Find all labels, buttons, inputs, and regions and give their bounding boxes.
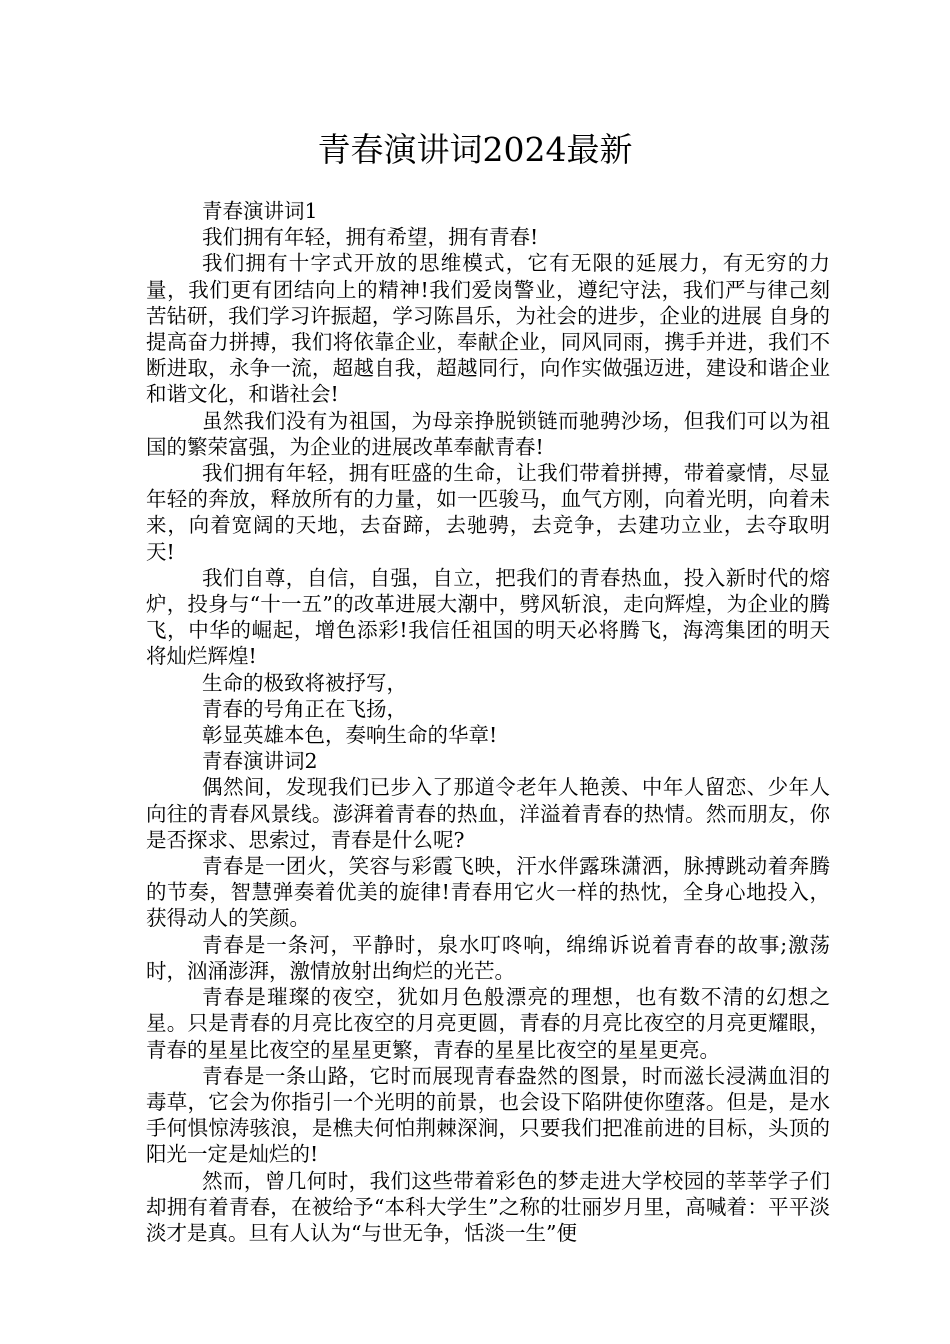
section-heading-2: 青春演讲词2 xyxy=(202,749,318,774)
paragraph: 我们拥有年轻，拥有希望，拥有青春! xyxy=(202,225,539,250)
paragraph: 然而，曾几何时，我们这些带着彩色的梦走进大学校园的莘莘学子们却拥有着青春，在被给予“本科大学生”之称的壮丽岁月里，高喊着：平平淡淡才是真。旦有人认为“与世无争，恬淡一生”便 xyxy=(146,1168,830,1245)
paragraph: 青春是一条河，平静时，泉水叮咚响，绵绵诉说着青春的故事;激荡时，汹涌澎湃，激情放射出绚烂的光芒。 xyxy=(146,932,830,983)
paragraph: 青春是一团火，笑容与彩霞飞映，汗水伴露珠潇洒，脉搏跳动着奔腾的节奏，智慧弹奏着优美的旋律!青春用它火一样的热忱，全身心地投入，获得动人的笑颜。 xyxy=(146,854,830,931)
paragraph: 偶然间，发现我们已步入了那道令老年人艳羡、中年人留恋、少年人向往的青春风景线。澎湃着青春的热血，洋溢着青春的热情。然而朋友，你是否探求、思索过，青春是什么呢? xyxy=(146,775,830,852)
document-body xyxy=(146,198,830,1246)
paragraph: 我们拥有十字式开放的思维模式，它有无限的延展力，有无穷的力量，我们更有团结向上的精神!我们爱岗警业，遵纪守法，我们严与律己刻苦钻研，我们学习许振超，学习陈昌乐，为社会的进步，企业的进展 自身的提高奋力拼搏，我们将依靠企业，奉献企业，同风同雨，携手并进，我们不断进取，永争一流，超越自我，超越同行，向作实做强迈进，建设和谐企业和谐文化，和谐社会! xyxy=(146,251,830,407)
poem-line: 生命的极致将被抒写， xyxy=(202,670,407,695)
poem-line: 青春的号角正在飞扬， xyxy=(202,696,407,721)
poem-line: 彰显英雄本色，奏响生命的华章! xyxy=(202,723,498,748)
paragraph: 我们自尊，自信，自强，自立，把我们的青春热血，投入新时代的熔炉，投身与“十一五”的改革进展大潮中，劈风斩浪，走向辉煌，为企业的腾飞，中华的崛起，增色添彩!我信任祖国的明天必将腾飞，海湾集团的明天将灿烂辉煌! xyxy=(146,565,830,669)
section-heading-1: 青春演讲词1 xyxy=(202,199,318,223)
paragraph: 我们拥有年轻，拥有旺盛的生命，让我们带着拼搏，带着豪情，尽显年轻的奔放，释放所有的力量，如一匹骏马，血气方刚，向着光明，向着未来，向着宽阔的天地，去奋蹄，去驰骋，去竞争，去建功立业，去夺取明天! xyxy=(146,461,830,564)
paragraph: 青春是一条山路，它时而展现青春盎然的图景，时而滋长浸满血泪的毒草，它会为你指引一个光明的前景，也会设下陷阱使你堕落。但是，是水手何惧惊涛骇浪，是樵夫何怕荆棘深涧，只要我们把准前进的目标，头顶的阳光一定是灿烂的! xyxy=(146,1063,830,1167)
document-title: 青春演讲词2024最新 xyxy=(317,130,633,169)
paragraph: 青春是璀璨的夜空，犹如月色般漂亮的理想，也有数不清的幻想之星。只是青春的月亮比夜空的月亮更圆，青春的月亮比夜空的月亮更耀眼，青春的星星比夜空的星星更繁，青春的星星比夜空的星星更亮。 xyxy=(146,985,830,1062)
paragraph: 虽然我们没有为祖国，为母亲挣脱锁链而驰骋沙场，但我们可以为祖国的繁荣富强，为企业的进展改革奉献青春! xyxy=(146,408,830,459)
